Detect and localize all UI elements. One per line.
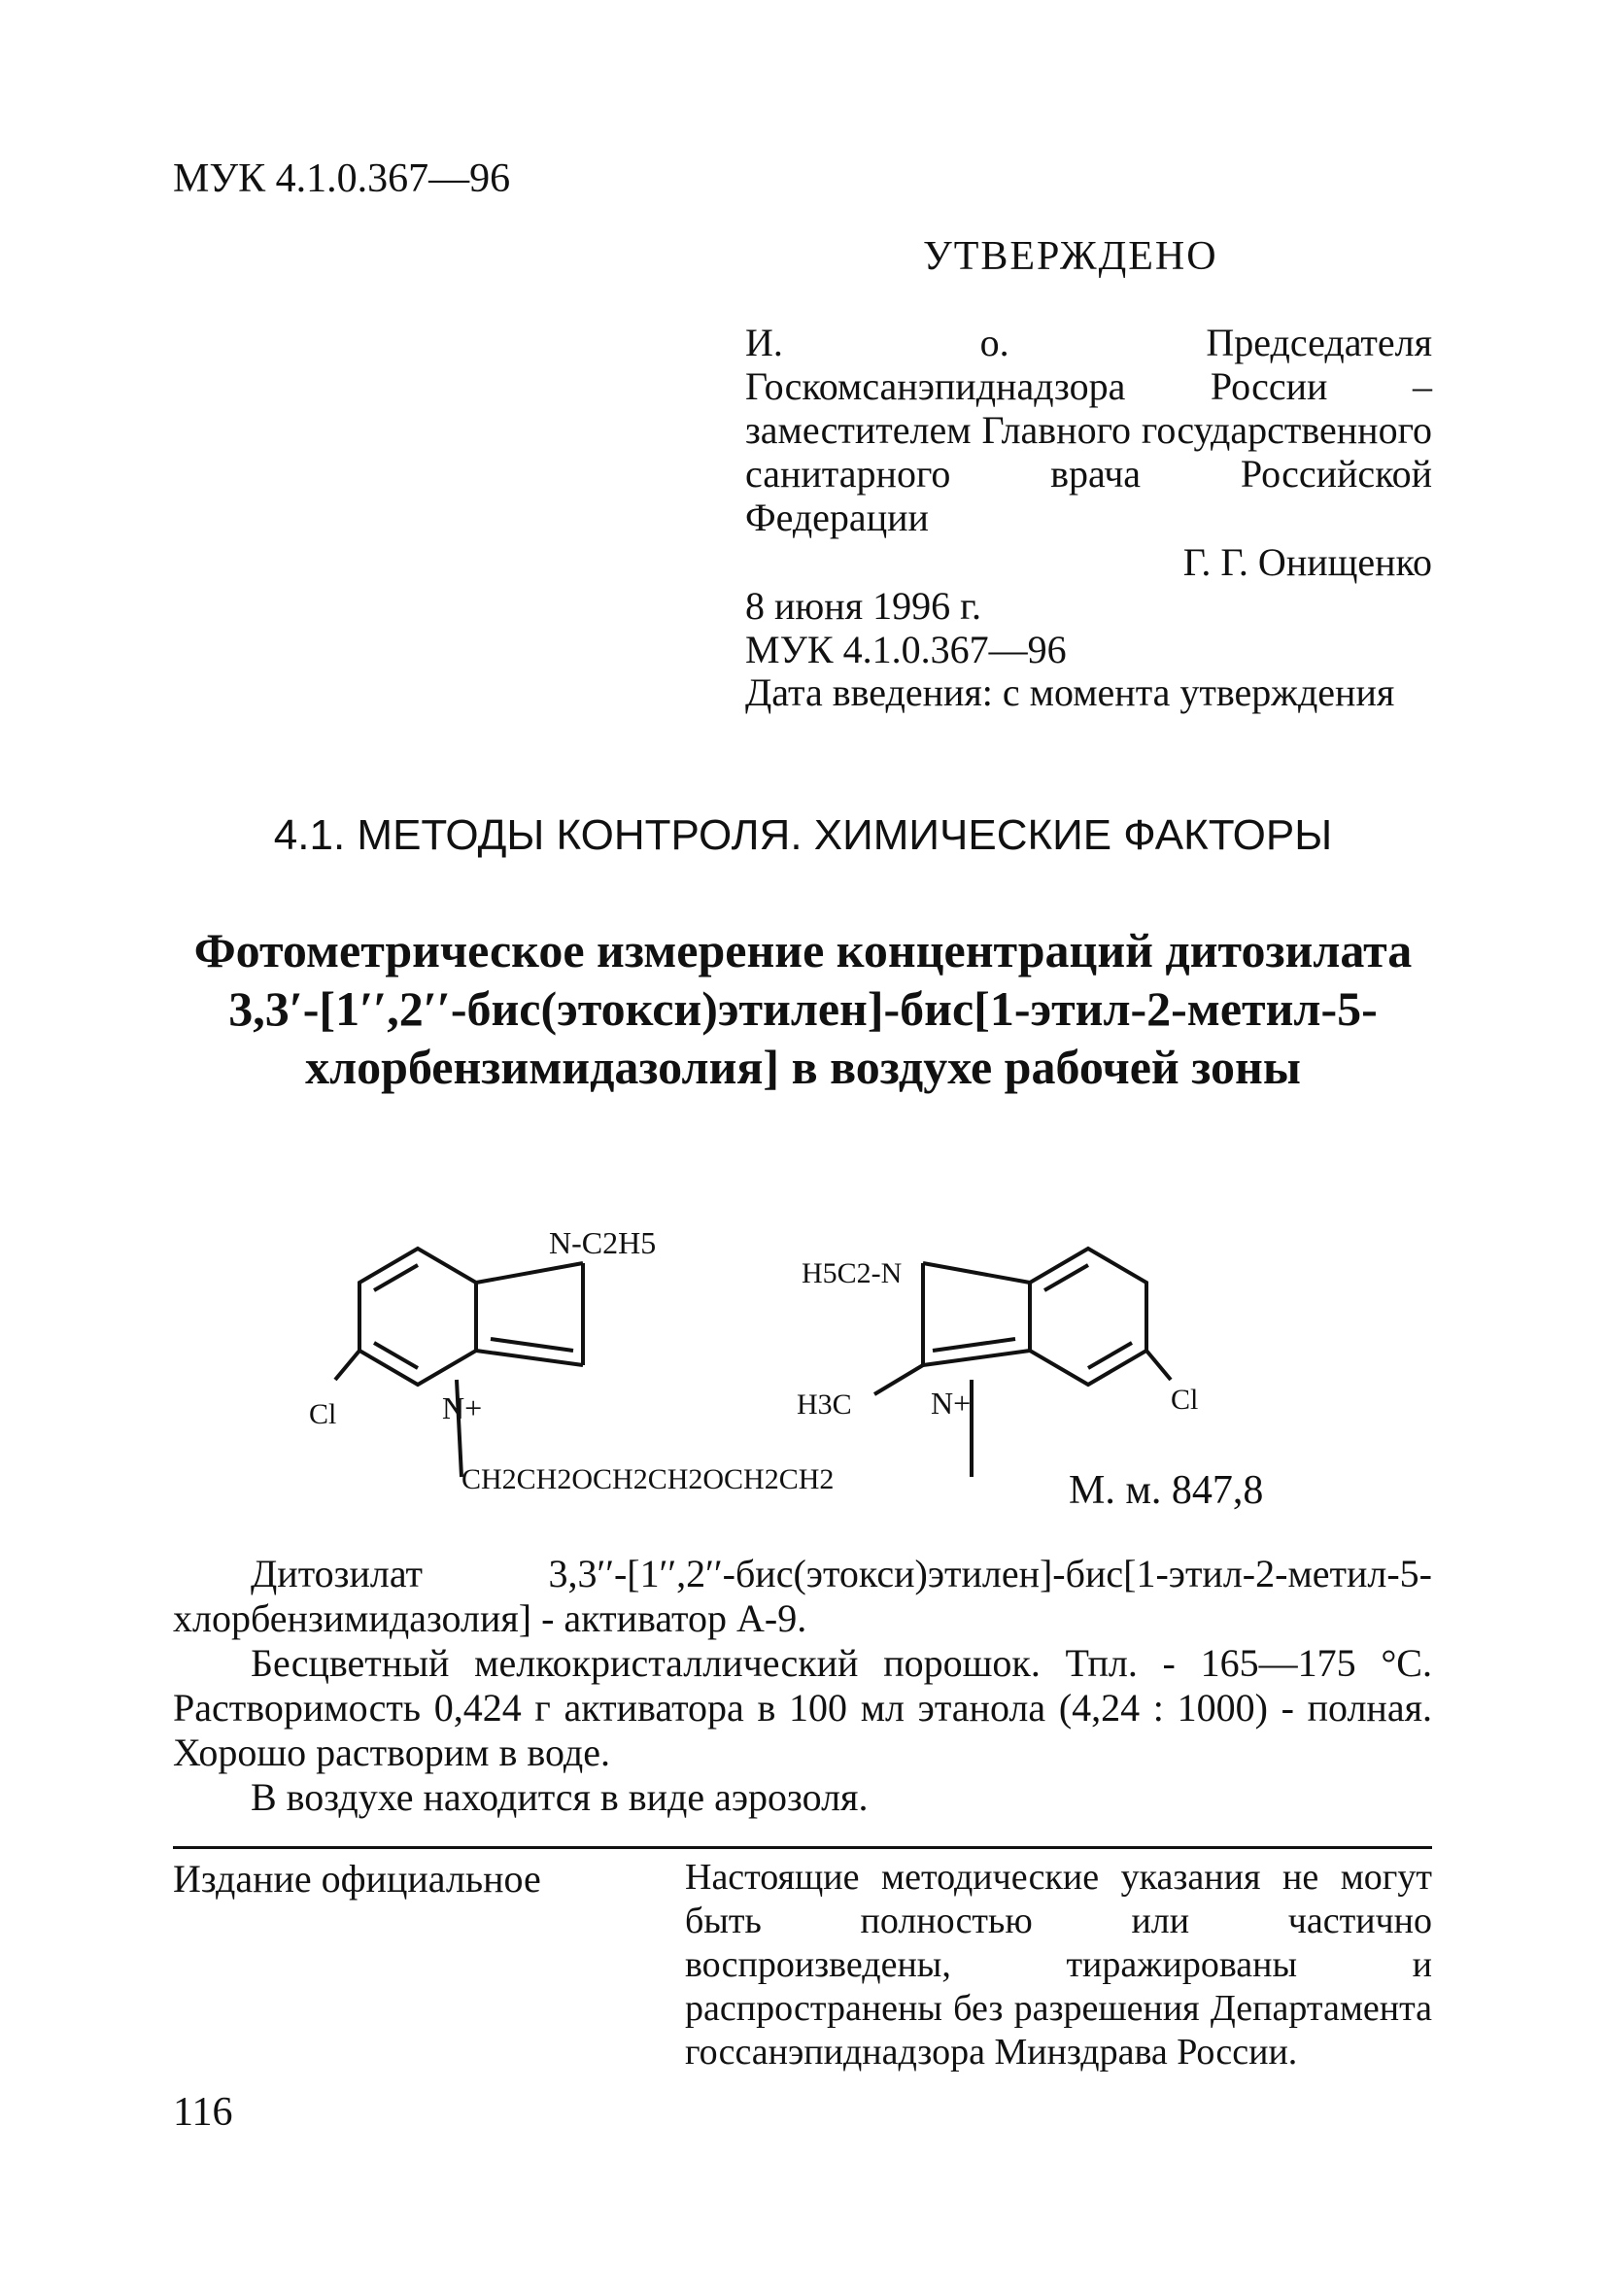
document-code-secondary: МУК 4.1.0.367—96: [745, 628, 1067, 671]
approval-date: 8 июня 1996 г.: [745, 584, 981, 628]
description-paragraph: Дитозилат 3,3′′-[1′′,2′′-бис(этокси)этилен]-бис[1-этил-2-метил-5-хлорбензимидазолия] - активатор А-9.: [173, 1552, 1432, 1640]
molecular-weight: М. м. 847,8: [1069, 1468, 1264, 1513]
n-plus-right-label: N+: [931, 1386, 972, 1421]
document-title: Фотометрическое измерение концентраций дитозилата 3,3′-[1′′,2′′-бис(этокси)этилен]-бис[1-этил-2-метил-5-хлорбензимидазолия] в воздухе рабочей зоны: [193, 923, 1413, 1094]
structural-formula: [291, 1215, 1263, 1506]
left-benzene-ring: [359, 1249, 476, 1385]
approval-authority: И. о. Председателя Госкомсанэпиднадзора России – заместителем Главного государственного санитарного врача Российской Федерации: [745, 321, 1432, 539]
reproduction-notice: Настоящие методические указания не могут быть полностью или частично воспроизведены, тиражированы и распространены без разрешения Департамента госсанэпиднадзора Минздрава России.: [685, 1857, 1432, 2073]
chlorine-right-label: Cl: [1171, 1384, 1199, 1416]
section-heading: 4.1. МЕТОДЫ КОНТРОЛЯ. ХИМИЧЕСКИЕ ФАКТОРЫ: [273, 811, 1333, 859]
methyl-label: H3C: [797, 1388, 852, 1421]
approved-heading: УТВЕРЖДЕНО: [923, 234, 1218, 279]
right-ring-system: [874, 1249, 1171, 1477]
introduction-date: Дата введения: с момента утверждения: [745, 670, 1395, 714]
description-paragraph: Бесцветный мелкокристаллический порошок. Тпл. - 165—175 °С. Растворимость 0,424 г активатора в 100 мл этанола (4,24 : 1000) - полная. Хорошо растворим в воде.: [173, 1641, 1432, 1774]
signatory-name: Г. Г. Онищенко: [1182, 540, 1432, 584]
linker-chain-label: CH2CH2OCH2CH2OCH2CH2: [461, 1463, 835, 1495]
left-ring-system: [335, 1249, 583, 1477]
substance-description: [173, 1552, 1432, 1820]
official-edition-label: Издание официальное: [173, 1857, 541, 1901]
document-code: МУК 4.1.0.367—96: [173, 156, 511, 201]
n-plus-left-label: N+: [442, 1390, 483, 1425]
description-paragraph: В воздухе находится в виде аэрозоля.: [251, 1775, 869, 1819]
chlorine-left-label: Cl: [309, 1398, 337, 1430]
footer-divider: [173, 1846, 1432, 1849]
page-number: 116: [173, 2090, 233, 2135]
n-ethyl-left-label: N-C2H5: [549, 1225, 657, 1260]
right-benzene-ring: [1030, 1249, 1146, 1385]
n-ethyl-right-label: H5C2-N: [802, 1257, 903, 1289]
